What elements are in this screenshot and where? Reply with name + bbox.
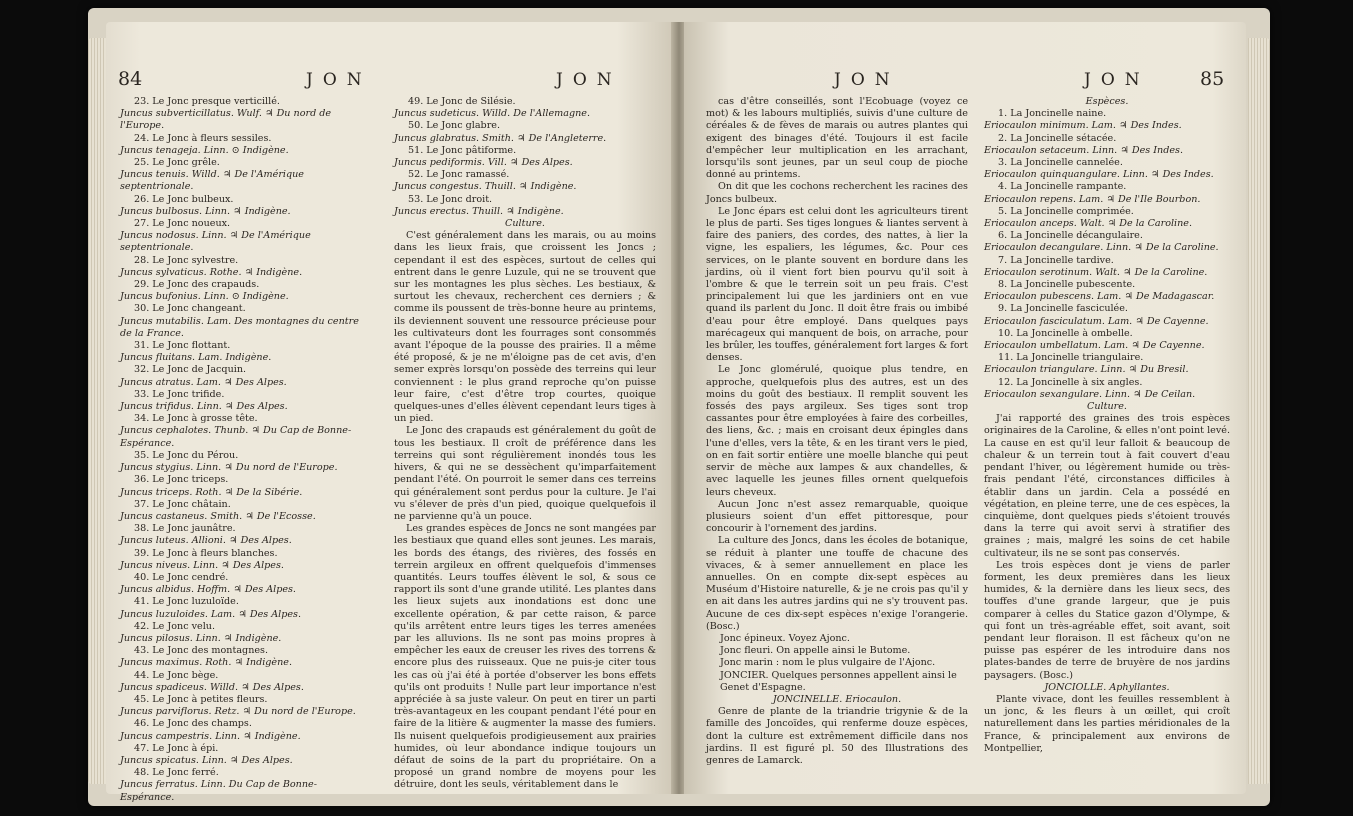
species-name: Juncus luzuloides. Lam. ♃ Des Alpes. bbox=[120, 608, 302, 620]
species-entry: 7. La Joncinelle tardive. bbox=[998, 254, 1114, 266]
paragraph: Le Jonc épars est celui dont les agriculteurs tirent le plus de parti. Ses tiges longues & liantes servent à faire des paniers, des cordes, des nattes, à lier la vigne, les espaliers, les légumes, &c. Pour ces services, on le plante souvent en bordure dans les jardins, où il vient fort bien pourvu qu'il soit à l'ombre & que le terrein soit un peu frais. C'est principalement lui que les jardiniers ont en vue quand ils parlent du Jonc. Il doit être frais ou imbibé d'eau pour être employé. Dans quelques pays marécageux qui manquent de bois, on arrache, pour les brûler, les touffes, généralement fort larges & fort denses. bbox=[706, 205, 968, 364]
species-entry: 30. Le Jonc changeant. bbox=[134, 303, 246, 315]
section-heading: JONCIOLLE. Aphyllantes. bbox=[1044, 681, 1170, 693]
species-name: Juncus nodosus. Linn. ♃ De l'Amérique septentrionale. bbox=[120, 230, 311, 254]
species-entry: 28. Le Jonc sylvestre. bbox=[134, 254, 239, 266]
species-name: Eriocaulon sexangulare. Linn. ♃ De Ceilan. bbox=[984, 388, 1196, 400]
species-name: Juncus cephalotes. Thunb. ♃ Du Cap de Bonne-Espérance. bbox=[120, 425, 352, 449]
species-name: Juncus trifidus. Linn. ♃ Des Alpes. bbox=[120, 401, 288, 413]
paragraph: On dit que les cochons recherchent les racines des Joncs bulbeux. bbox=[706, 181, 968, 205]
section-heading: Culture. bbox=[1087, 401, 1127, 413]
species-entry: 47. Le Jonc à épi. bbox=[134, 742, 219, 754]
species-entry: 48. Le Jonc ferré. bbox=[134, 767, 219, 779]
section-heading: Culture. bbox=[505, 218, 545, 230]
species-entry: 44. Le Jonc bège. bbox=[134, 669, 219, 681]
species-entry: JONCIER. Quelques personnes appellent ainsi le Genet d'Espagne. bbox=[720, 669, 957, 693]
species-name: Juncus albidus. Hoffm. ♃ Des Alpes. bbox=[120, 584, 296, 596]
species-entry: 25. Le Jonc grêle. bbox=[134, 157, 220, 169]
species-name: Juncus pediformis. Vill. ♃ Des Alpes. bbox=[394, 157, 573, 169]
paragraph: J'ai rapporté des graines des trois espèces originaires de la Caroline, & elles n'ont point levé. La cause en est qu'il leur falloit & beaucoup de chaleur & un terrein tout à fait couvert d'eau pendant l'hiver, ou légèrement humide ou très-frais pendant l'été, circonstances difficiles à établir dans un jardin. Cela a possédé en végétation, en pleine terre, une de ces espèces, la cinquième, dont quelques pieds s'étoient trouvés dans la terre qui avoit servi à stratifier des graines ; mais, malgré les soins de cet habile cultivateur, ils ne se sont pas conservés. bbox=[984, 413, 1230, 559]
paragraph: Le Jonc glomérulé, quoique plus tendre, en approche, quelquefois plus des autres, est un des moins du goût des bestiaux. Il remplit souvent les fossés des pays argileux. Ses tiges sont trop cassantes pour être employées à faire des corbeilles, des liens, &c. ; mais en croisant deux épingles dans l'une d'elles, vers la tête, & en les tirant vers le pied, on en fait sortir entière une moelle blanche qui peut servir de mèche aux lampes & aux chandelles, & avec laquelle les jeunes filles ornent quelquefois leurs cheveux. bbox=[706, 364, 968, 498]
species-entry: 49. Le Jonc de Silésie. bbox=[408, 96, 516, 107]
species-entry: Jonc marin : nom le plus vulgaire de l'Ajonc. bbox=[720, 657, 936, 669]
species-name: Juncus erectus. Thuill. ♃ Indigène. bbox=[394, 205, 564, 217]
species-entry: 23. Le Jonc presque verticillé. bbox=[134, 96, 280, 107]
left-running-header-2: JON bbox=[556, 70, 622, 90]
species-entry: 50. Le Jonc glabre. bbox=[408, 120, 501, 132]
species-entry: 5. La Joncinelle comprimée. bbox=[998, 205, 1134, 217]
left-column-1 bbox=[120, 96, 370, 804]
species-name: Eriocaulon umbellatum. Lam. ♃ De Cayenne. bbox=[984, 340, 1205, 352]
species-name: Juncus triceps. Roth. ♃ De la Sibérie. bbox=[120, 486, 303, 498]
right-page-edges bbox=[1248, 38, 1270, 784]
species-entry: 32. Le Jonc de Jacquin. bbox=[134, 364, 247, 376]
species-entry: 27. Le Jonc noueux. bbox=[134, 218, 231, 230]
species-name: Eriocaulon repens. Lam. ♃ De l'Ile Bourbon. bbox=[984, 193, 1201, 205]
species-entry: 46. Le Jonc des champs. bbox=[134, 718, 252, 730]
species-entry: 3. La Joncinelle cannelée. bbox=[998, 157, 1123, 169]
species-name: Juncus tenageja. Linn. ⊙ Indigène. bbox=[120, 144, 289, 156]
species-name: Juncus campestris. Linn. ♃ Indigène. bbox=[120, 730, 301, 742]
species-entry: 33. Le Jonc trifide. bbox=[134, 388, 225, 400]
left-running-header-1: JON bbox=[306, 70, 372, 90]
right-running-header-2: JON bbox=[1084, 70, 1150, 90]
species-name: Juncus spicatus. Linn. ♃ Des Alpes. bbox=[120, 754, 293, 766]
right-page bbox=[684, 22, 1246, 794]
species-name: Juncus spadiceus. Willd. ♃ Des Alpes. bbox=[120, 681, 304, 693]
species-name: Eriocaulon setaceum. Linn. ♃ Des Indes. bbox=[984, 144, 1184, 156]
species-entry: Jonc épineux. Voyez Ajonc. bbox=[720, 632, 850, 644]
paragraph: Aucun Jonc n'est assez remarquable, quoique plusieurs soient d'un effet pittoresque, pour concourir à l'ornement des jardins. bbox=[706, 498, 968, 535]
species-name: Eriocaulon triangulare. Linn. ♃ Du Bresil. bbox=[984, 364, 1189, 376]
species-entry: 41. Le Jonc luzuloïde. bbox=[134, 596, 239, 608]
species-name: Juncus bufonius. Linn. ⊙ Indigène. bbox=[120, 291, 289, 303]
species-entry: 8. La Joncinelle pubescente. bbox=[998, 279, 1136, 291]
species-entry: 51. Le Jonc pâtiforme. bbox=[408, 144, 517, 156]
species-name: Juncus glabratus. Smith. ♃ De l'Angleterre. bbox=[394, 132, 607, 144]
species-entry: 52. Le Jonc ramassé. bbox=[408, 169, 510, 181]
species-name: Eriocaulon minimum. Lam. ♃ Des Indes. bbox=[984, 120, 1182, 132]
species-entry: 29. Le Jonc des crapauds. bbox=[134, 279, 260, 291]
species-entry: Jonc fleuri. On appelle ainsi le Butome. bbox=[720, 645, 911, 657]
paragraph: Le Jonc des crapauds est généralement du goût de tous les bestiaux. Il croît de préférence dans les terreins qui sont régulièrement inondés tous les hivers, & qui ne se dessèchent qu'imparfaitement pendant l'été. On pourroit le semer dans ces terreins qui généralement sont perdus pour la culture. Je l'ai vu s'élever de près d'un pied, quoique quelquefois il ne parvienne qu'à un pouce. bbox=[394, 425, 656, 522]
species-entry: 4. La Joncinelle rampante. bbox=[998, 181, 1127, 193]
species-name: Juncus castaneus. Smith. ♃ De l'Ecosse. bbox=[120, 510, 316, 522]
right-column-1 bbox=[706, 96, 968, 767]
paragraph: Genre de plante de la triandrie trigynie & de la famille des Joncoïdes, qui renferme douze espèces, dont la culture est extrêmement difficile dans nos jardins. Il est figuré pl. 50 des Illustrations des genres de Lamarck. bbox=[706, 706, 968, 766]
species-name: Juncus sylvaticus. Rothe. ♃ Indigène. bbox=[120, 266, 303, 278]
species-entry: 38. Le Jonc jaunâtre. bbox=[134, 523, 236, 535]
species-entry: 53. Le Jonc droit. bbox=[408, 193, 493, 205]
species-entry: 10. La Joncinelle à ombelle. bbox=[998, 327, 1133, 339]
species-name: Eriocaulon anceps. Walt. ♃ De la Caroline. bbox=[984, 218, 1193, 230]
species-name: Juncus tenuis. Willd. ♃ De l'Amérique septentrionale. bbox=[120, 169, 304, 193]
species-name: Juncus luteus. Allioni. ♃ Des Alpes. bbox=[120, 535, 292, 547]
species-name: Juncus mutabilis. Lam. Des montagnes du centre de la France. bbox=[120, 315, 359, 339]
paragraph: Plante vivace, dont les feuilles ressemblent à un jonc, & les fleurs à un œillet, qui croît naturellement dans les parties méridionales de la France, & principalement aux environs de Montpellier, bbox=[984, 693, 1230, 754]
right-running-header-1: JON bbox=[834, 70, 900, 90]
species-entry: 1. La Joncinelle naine. bbox=[998, 108, 1107, 120]
section-heading: Espèces. bbox=[1085, 96, 1129, 107]
species-name: Juncus subverticillatus. Wulf. ♃ Du nord de l'Europe. bbox=[120, 108, 332, 132]
left-page bbox=[106, 22, 674, 803]
species-name: Juncus fluitans. Lam. Indigène. bbox=[120, 352, 272, 364]
species-name: Juncus atratus. Lam. ♃ Des Alpes. bbox=[120, 376, 287, 388]
species-entry: 6. La Joncinelle décangulaire. bbox=[998, 230, 1143, 242]
species-name: Eriocaulon serotinum. Walt. ♃ De la Caroline. bbox=[984, 266, 1208, 278]
species-entry: 37. Le Jonc châtain. bbox=[134, 498, 231, 510]
species-name: Juncus maximus. Roth. ♃ Indigène. bbox=[120, 657, 293, 669]
species-entry: 2. La Joncinelle sétacée. bbox=[998, 132, 1117, 144]
species-entry: 11. La Joncinelle triangulaire. bbox=[998, 352, 1144, 364]
species-name: Juncus pilosus. Linn. ♃ Indigène. bbox=[120, 632, 282, 644]
species-name: Eriocaulon quinquangulare. Linn. ♃ Des Indes. bbox=[984, 169, 1214, 181]
species-entry: 35. Le Jonc du Pérou. bbox=[134, 449, 239, 461]
book-spread bbox=[88, 8, 1270, 806]
left-page-number: 84 bbox=[118, 68, 143, 90]
paragraph: Les grandes espèces de Joncs ne sont mangées par les bestiaux que quand elles sont jeunes. Les marais, les bords des étangs, des rivières, des fossés en terrein argileux en offrent quelquefois d'immenses quantités. Leurs touffes élèvent le sol, & sous ce rapport ils sont d'une grande utilité. Les plantes dans les lieux sujets aux inondations est donc une excellente opération, & par cette raison, & parce qu'ils arrêtent entre leurs tiges les terres amenées par les alluvions. Ils ne sont pas moins propres à empêcher les eaux de creuser les rives des torrens & encore plus des ruisseaux. Que ne puis-je citer tous les cas où j'ai été à portée d'observer les bons effets qu'ils ont produits ! Nulle part leur importance n'est appréciée à sa juste valeur. On peut en tirer un parti très-avantageux en les coupant pendant l'été pour en faire de la litière & augmenter la masse des fumiers. Ils nuisent quelquefois prodigieusement aux prairies humides, où leur abondance indique toujours un défaut de soins de la part du propriétaire. On a proposé un grand nombre de moyens pour les détruire, dont les seuls, véritablement dans le bbox=[394, 523, 656, 791]
paragraph: La culture des Joncs, dans les écoles de botanique, se réduit à planter une touffe de chacune des vivaces, & à semer annuellement en place les annuelles. On en compte dix-sept espèces au Muséum d'Histoire naturelle, & je ne crois pas qu'il y en ait dans les autres jardins qui ne s'y trouvent pas. Aucune de ces dix-sept espèces n'exige l'orangerie. (Bosc.) bbox=[706, 535, 968, 632]
species-entry: 9. La Joncinelle fasciculée. bbox=[998, 303, 1128, 315]
species-entry: 12. La Joncinelle à six angles. bbox=[998, 376, 1143, 388]
species-name: Eriocaulon fasciculatum. Lam. ♃ De Cayenne. bbox=[984, 315, 1209, 327]
species-entry: 36. Le Jonc triceps. bbox=[134, 474, 229, 486]
species-entry: 26. Le Jonc bulbeux. bbox=[134, 193, 234, 205]
species-name: Juncus stygius. Linn. ♃ Du nord de l'Europe. bbox=[120, 462, 338, 474]
species-entry: 45. Le Jonc à petites fleurs. bbox=[134, 693, 268, 705]
species-entry: 31. Le Jonc flottant. bbox=[134, 340, 231, 352]
species-name: Eriocaulon decangulare. Linn. ♃ De la Caroline. bbox=[984, 242, 1219, 254]
paragraph: C'est généralement dans les marais, ou au moins dans les lieux frais, que croissent les Joncs ; cependant il est des espèces, surtout de celles qui entrent dans le genre Luzule, qui ne se trouvent que sur les montagnes les plus sèches. Les bestiaux, & surtout les chevaux, recherchent ces derniers ; & comme ils poussent de très-bonne heure au printems, ils deviennent souvent une ressource précieuse pour les cultivateurs dont les fourrages sont consommés avant l'époque de la pousse des prairies. Il a même été proposé, & je ne m'éloigne pas de cet avis, d'en semer exprès lorsqu'on possède des terreins qui leur conviennent : le plus grand reproche qu'on puisse leur faire, c'est d'être trop courtes, quoique quelques-unes d'elles élèvent cependant leurs tiges à un pied. bbox=[394, 230, 656, 425]
species-name: Juncus bulbosus. Linn. ♃ Indigène. bbox=[120, 205, 291, 217]
species-entry: 24. Le Jonc à fleurs sessiles. bbox=[134, 132, 272, 144]
species-name: Juncus sudeticus. Willd. De l'Allemagne. bbox=[394, 108, 591, 120]
paragraph: cas d'être conseillés, sont l'Ecobuage (voyez ce mot) & les labours multipliés, suivis d'une culture de céréales & de fèves de marais ou autres plantes qui exigent des binages d'été. Toujours il est facile d'empêcher leur multiplication en les arrachant, lorsqu'ils sont jeunes, par un seul coup de pioche donné au printems. bbox=[706, 96, 968, 181]
species-name: Juncus ferratus. Linn. Du Cap de Bonne-Espérance. bbox=[120, 779, 317, 803]
right-column-2 bbox=[984, 96, 1230, 755]
species-name: Eriocaulon pubescens. Lam. ♃ De Madagascar. bbox=[984, 291, 1215, 303]
left-column-2 bbox=[394, 96, 656, 792]
species-entry: 34. Le Jonc à grosse tête. bbox=[134, 413, 258, 425]
species-entry: 42. Le Jonc velu. bbox=[134, 620, 216, 632]
species-name: Juncus niveus. Linn. ♃ Des Alpes. bbox=[120, 559, 284, 571]
section-heading: JONCINELLE. Eriocaulon. bbox=[772, 693, 902, 705]
species-name: Juncus congestus. Thuill. ♃ Indigène. bbox=[394, 181, 577, 193]
species-entry: 39. Le Jonc à fleurs blanches. bbox=[134, 547, 278, 559]
paragraph: Les trois espèces dont je viens de parler forment, les deux premières dans les lieux humides, & la dernière dans les lieux secs, des touffes d'une grande largeur, que je puis comparer à celles du Statice gazon d'Olympe, & qui font un très-agréable effet, soit avant, soit pendant leur floraison. Il est fâcheux qu'on ne puisse pas espérer de les introduire dans nos plates-bandes de terre de bruyère de nos jardins paysagers. (Bosc.) bbox=[984, 559, 1230, 681]
species-entry: 40. Le Jonc cendré. bbox=[134, 571, 229, 583]
right-page-number: 85 bbox=[1200, 68, 1225, 90]
species-name: Juncus parviflorus. Retz. ♃ Du nord de l'Europe. bbox=[120, 706, 356, 718]
species-entry: 43. Le Jonc des montagnes. bbox=[134, 645, 269, 657]
